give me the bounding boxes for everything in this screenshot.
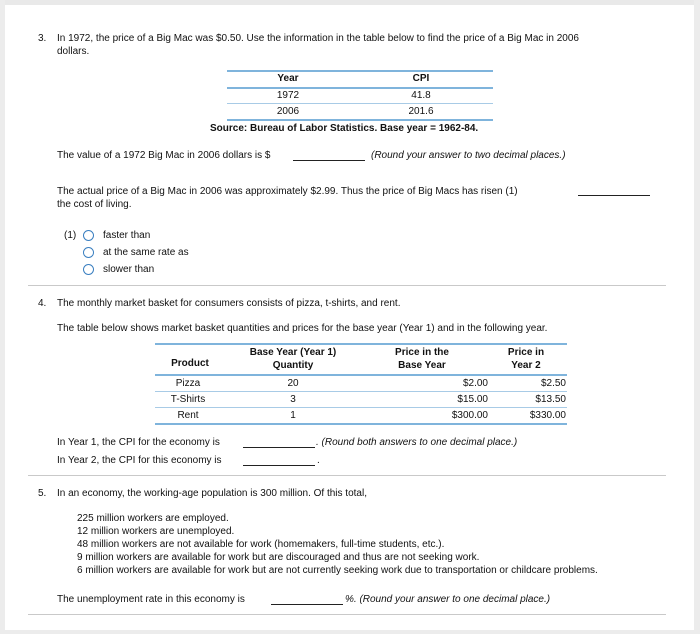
q3-prompt-line1: In 1972, the price of a Big Mac was $0.50. Use the information in the table below to find the price of a Big Mac in 2006 bbox=[57, 33, 579, 44]
q4-header-price2-line1: Price in bbox=[507, 347, 545, 358]
q5-fact: 6 million workers are available for work but are not currently seeking work due to transportation or childcare problems. bbox=[77, 565, 598, 576]
q4-cell-product-pizza: Pizza bbox=[175, 378, 201, 389]
q5-rate-hint: %. (Round your answer to one decimal place.) bbox=[345, 594, 551, 605]
q4-table-bottom-rule bbox=[155, 423, 567, 425]
q4-cell-p1-pizza: $2.00 bbox=[462, 378, 488, 389]
q3-radio-slower[interactable] bbox=[83, 264, 94, 275]
q4-cell-qty-tshirts: 3 bbox=[290, 394, 296, 405]
q3-table-row-rule bbox=[227, 103, 493, 104]
q4-number: 4. bbox=[38, 298, 47, 309]
q4-cell-qty-rent: 1 bbox=[290, 410, 296, 421]
q3-table-top-rule bbox=[227, 70, 493, 72]
q4-header-product: Product bbox=[171, 358, 209, 369]
q4-cpi-hint: . (Round both answers to one decimal place.) bbox=[316, 437, 518, 448]
q4-prompt: The monthly market basket for consumers consists of pizza, t-shirts, and rent. bbox=[57, 298, 401, 309]
q4-header-qty-line2: Quantity bbox=[272, 360, 314, 371]
q5-prompt: In an economy, the working-age population is 300 million. Of this total, bbox=[57, 488, 367, 499]
screenshot-frame-left bbox=[0, 0, 5, 634]
q3-table-header-rule bbox=[227, 87, 493, 89]
q4-cell-p2-pizza: $2.50 bbox=[540, 378, 566, 389]
q4-cpi-year2-blank[interactable] bbox=[243, 465, 315, 466]
q3-cell-year-2006: 2006 bbox=[276, 106, 300, 117]
q3-actual-line2: the cost of living. bbox=[57, 199, 132, 210]
q4-header-qty-line1: Base Year (Year 1) bbox=[249, 347, 337, 358]
q4-header-price1-line1: Price in the bbox=[395, 347, 449, 358]
screenshot-frame-right bbox=[694, 0, 700, 634]
q4-table-row-rule bbox=[155, 407, 567, 408]
q3-option-faster-label[interactable]: faster than bbox=[103, 230, 151, 241]
q4-header-price1-line2: Base Year bbox=[398, 360, 446, 371]
q4-cell-p1-rent: $300.00 bbox=[451, 410, 488, 421]
q3-cell-year-1972: 1972 bbox=[276, 90, 300, 101]
q3-table-source: Source: Bureau of Labor Statistics. Base year = 1962-84. bbox=[210, 123, 479, 134]
q4-cpi-year2-label: In Year 2, the CPI for this economy is bbox=[57, 455, 222, 466]
q4-cell-qty-pizza: 20 bbox=[287, 378, 299, 389]
q3-radio-same-rate[interactable] bbox=[83, 247, 94, 258]
q3-header-cpi: CPI bbox=[412, 73, 430, 84]
q3-number: 3. bbox=[38, 33, 47, 44]
q3-value-hint: (Round your answer to two decimal places.) bbox=[371, 150, 566, 161]
q3-rate-answer-blank[interactable] bbox=[578, 195, 650, 196]
q5-rate-answer-blank[interactable] bbox=[271, 604, 343, 605]
q5-rate-label: The unemployment rate in this economy is bbox=[57, 594, 245, 605]
screenshot-frame-bottom bbox=[0, 630, 700, 634]
q3-option-slower-label[interactable]: slower than bbox=[103, 264, 155, 275]
q3-cell-cpi-1972: 41.8 bbox=[411, 90, 431, 101]
q4-table-top-rule bbox=[155, 343, 567, 345]
q3-header-year: Year bbox=[277, 73, 299, 84]
q5-fact: 48 million workers are not available for work (homemakers, full-time students, etc.). bbox=[77, 539, 445, 550]
q3-radio-faster[interactable] bbox=[83, 230, 94, 241]
q4-cpi-year2-period: . bbox=[317, 455, 320, 466]
q3-actual-line1: The actual price of a Big Mac in 2006 was approximately $2.99. Thus the price of Big Macs has risen (1) bbox=[57, 186, 518, 197]
q4-table-header-rule bbox=[155, 374, 567, 376]
q3-prompt-line2: dollars. bbox=[57, 46, 90, 57]
screenshot-frame-top bbox=[0, 0, 700, 5]
q3-table-bottom-rule bbox=[227, 119, 493, 121]
q4-cell-p1-tshirts: $15.00 bbox=[457, 394, 488, 405]
section-divider bbox=[28, 475, 666, 476]
q4-cpi-year1-blank[interactable] bbox=[243, 447, 315, 448]
q5-fact: 9 million workers are available for work but are discouraged and thus are not seeking work. bbox=[77, 552, 480, 563]
q4-header-price2-line2: Year 2 bbox=[511, 360, 541, 371]
q4-cell-p2-rent: $330.00 bbox=[529, 410, 566, 421]
q4-cell-p2-tshirts: $13.50 bbox=[535, 394, 566, 405]
section-divider bbox=[28, 285, 666, 286]
q3-value-label: The value of a 1972 Big Mac in 2006 dollars is $ bbox=[57, 150, 271, 161]
q5-fact: 225 million workers are employed. bbox=[77, 513, 229, 524]
q5-number: 5. bbox=[38, 488, 47, 499]
section-divider bbox=[28, 614, 666, 615]
q5-fact: 12 million workers are unemployed. bbox=[77, 526, 235, 537]
q4-cpi-year1-label: In Year 1, the CPI for the economy is bbox=[57, 437, 220, 448]
q4-table-intro: The table below shows market basket quantities and prices for the base year (Year 1) and in the following year. bbox=[57, 323, 548, 334]
q4-cell-product-rent: Rent bbox=[177, 410, 199, 421]
q3-cell-cpi-2006: 201.6 bbox=[408, 106, 434, 117]
q3-option-same-rate-label[interactable]: at the same rate as bbox=[103, 247, 189, 258]
q3-options-label: (1) bbox=[64, 230, 77, 241]
q4-cell-product-tshirts: T-Shirts bbox=[170, 394, 206, 405]
q4-table-row-rule bbox=[155, 391, 567, 392]
q3-value-answer-blank[interactable] bbox=[293, 160, 365, 161]
